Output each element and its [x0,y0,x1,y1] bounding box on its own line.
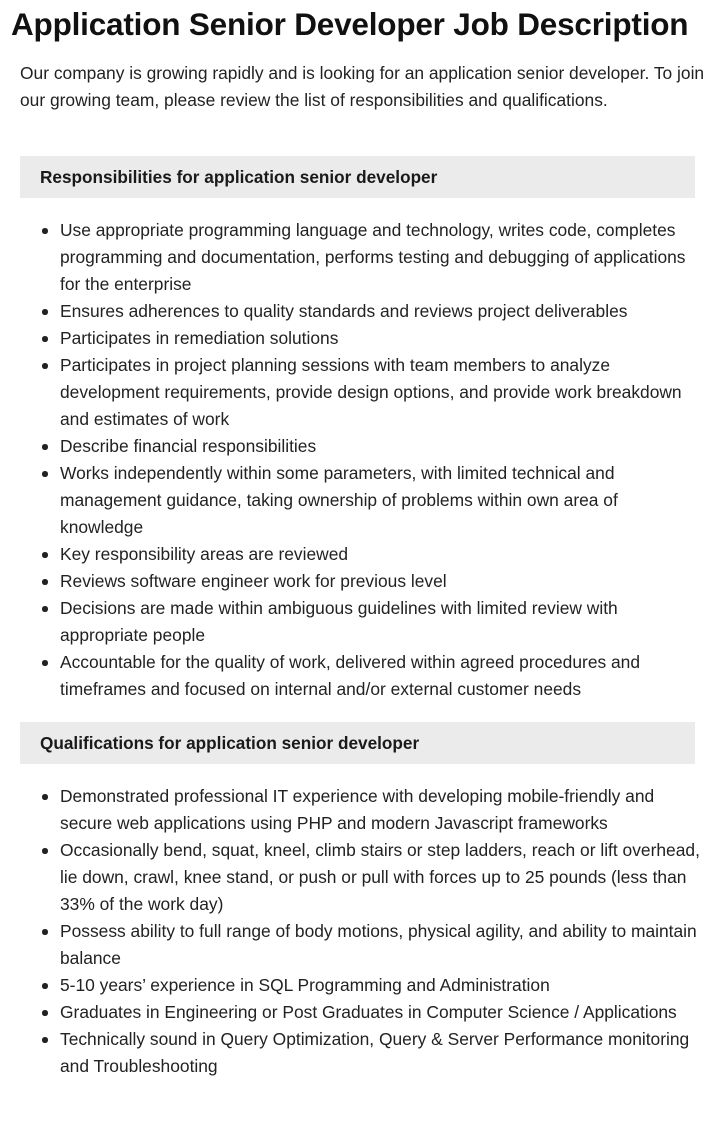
qualifications-list [20,783,700,1080]
list-item: Technically sound in Query Optimization, Query & Server Performance monitoring and Troubleshooting [60,1026,700,1080]
list-item: Works independently within some parameters, with limited technical and management guidance, taking ownership of problems within own area of knowledge [60,460,700,541]
list-item: Participates in project planning sessions with team members to analyze development requirements, provide design options, and provide work breakdown and estimates of work [60,352,700,433]
page-title: Application Senior Developer Job Description [11,6,689,42]
responsibilities-list [20,217,700,703]
list-item: Decisions are made within ambiguous guidelines with limited review with appropriate people [60,595,700,649]
list-item: Graduates in Engineering or Post Graduates in Computer Science / Applications [60,999,700,1026]
list-item: Participates in remediation solutions [60,325,700,352]
list-item: Reviews software engineer work for previous level [60,568,700,595]
list-item: Occasionally bend, squat, kneel, climb stairs or step ladders, reach or lift overhead, lie down, crawl, knee stand, or push or pull with forces up to 25 pounds (less than 33% of the work day) [60,837,700,918]
qualifications-heading: Qualifications for application senior developer [20,722,695,764]
list-item: Possess ability to full range of body motions, physical agility, and ability to maintain balance [60,918,700,972]
list-item: Key responsibility areas are reviewed [60,541,700,568]
list-item: Accountable for the quality of work, delivered within agreed procedures and timeframes and focused on internal and/or external customer needs [60,649,700,703]
list-item: Demonstrated professional IT experience with developing mobile-friendly and secure web applications using PHP and modern Javascript frameworks [60,783,700,837]
responsibilities-heading: Responsibilities for application senior developer [20,156,695,198]
list-item: Describe financial responsibilities [60,433,700,460]
list-item: 5-10 years’ experience in SQL Programming and Administration [60,972,700,999]
intro-paragraph: Our company is growing rapidly and is looking for an application senior developer. To join our growing team, please review the list of responsibilities and qualifications. [20,63,705,110]
list-item: Use appropriate programming language and technology, writes code, completes programming and documentation, performs testing and debugging of applications for the enterprise [60,217,700,298]
list-item: Ensures adherences to quality standards and reviews project deliverables [60,298,700,325]
